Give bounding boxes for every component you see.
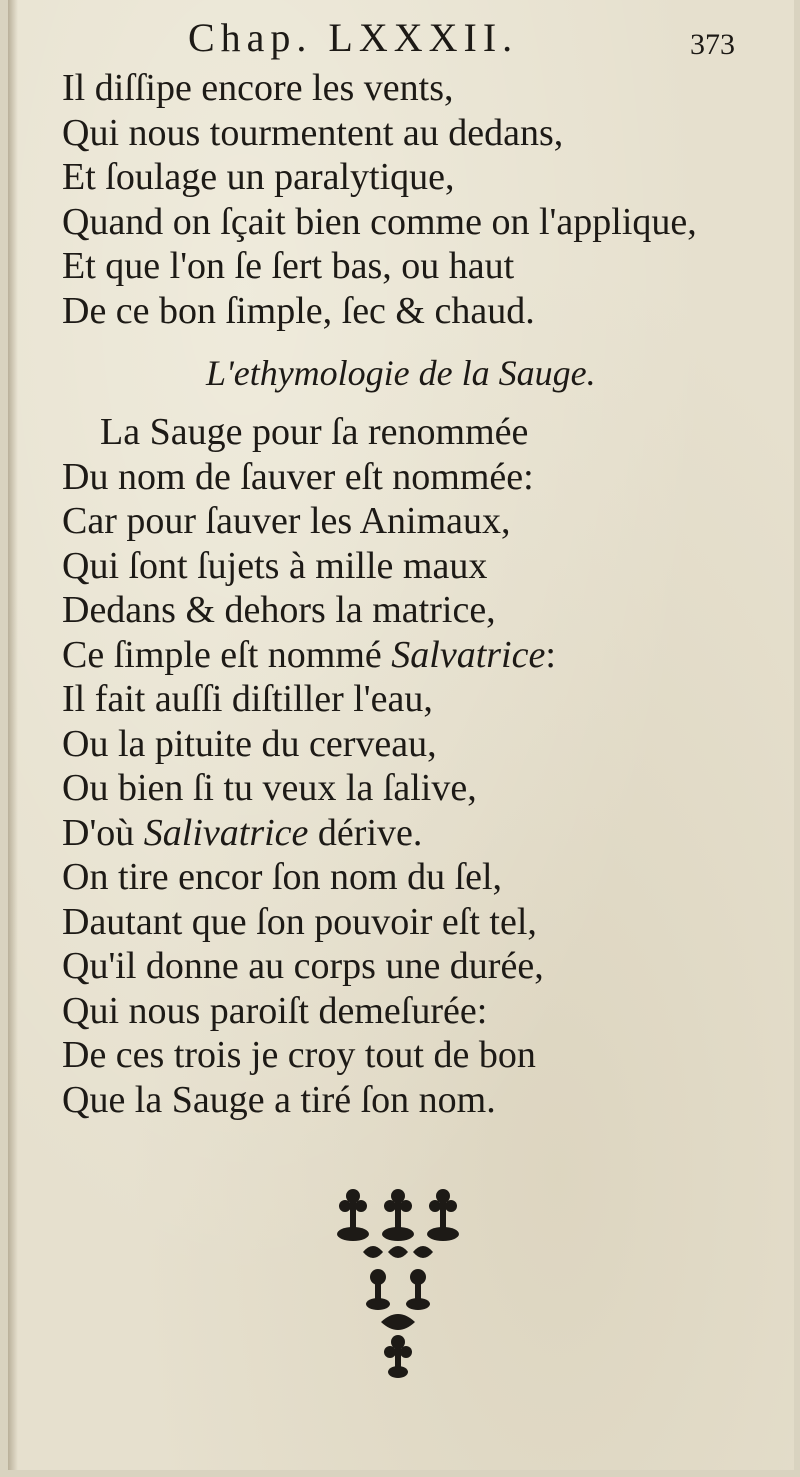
running-title: Chap. LXXXII. [188,15,519,60]
verse-line: On tire encor ſon nom du ſel, [62,856,503,898]
verse-line: Qui ſont ſujets à mille maux [62,544,488,587]
fleuron-lower-scroll-icon [381,1314,415,1330]
verse-line: Du nom de ſauver eſt nommée: [62,455,534,498]
fleuron-top-right-icon [427,1189,459,1241]
stanza-1 [62,66,697,333]
page-gutter [8,0,18,1470]
page-number: 373 [690,28,735,61]
stanza-2 [62,410,556,1122]
fleuron-middle-row-icon [366,1269,430,1310]
fleuron-bottom-icon [384,1335,412,1378]
verse-line: Que la Sauge a tiré ſon nom. [62,1078,496,1121]
fleuron-scroll-row-icon [363,1246,433,1258]
verse-line: Car pour ſauver les Animaux, [62,500,511,542]
verse-line: Et ſoulage un paralytique, [62,156,455,198]
verse-line: Dautant que ſon pouvoir eſt tel, [62,900,537,943]
verse-line: Qui nous paroiſt demeſurée: [62,989,488,1032]
book-page [8,0,794,1470]
verse-line: Et que l'on ſe ſert bas, ou haut [62,245,515,287]
verse-line: Quand on ſçait bien comme on l'applique, [62,200,697,243]
verse-line: Il diſſipe encore les vents, [62,67,454,109]
verse-line: Il fait auſſi diſtiller l'eau, [62,678,433,720]
verse-line: Ce ſimple eſt nommé Salvatrice: [62,633,556,676]
verse-line: D'où Salivatrice dérive. [62,811,423,854]
verse-line: Dedans & dehors la matrice, [62,589,496,631]
fleuron-ornament-icon [323,1182,473,1382]
section-heading: L'ethymologie de la Sauge. [206,353,596,393]
fleuron-top-center-icon [382,1189,414,1241]
verse-line: Qu'il donne au corps une durée, [62,945,544,987]
verse-line: Ou la pituite du cerveau, [62,722,437,765]
verse-line: De ce bon ſimple, ſec & chaud. [62,289,535,332]
verse-line: De ces trois je croy tout de bon [62,1034,536,1076]
fleuron-top-left-icon [337,1189,369,1241]
verse-line: Ou bien ſi tu veux la ſalive, [62,767,477,809]
verse-line: La Sauge pour ſa renommée [100,411,529,453]
verse-line: Qui nous tourmentent au dedans, [62,111,564,154]
